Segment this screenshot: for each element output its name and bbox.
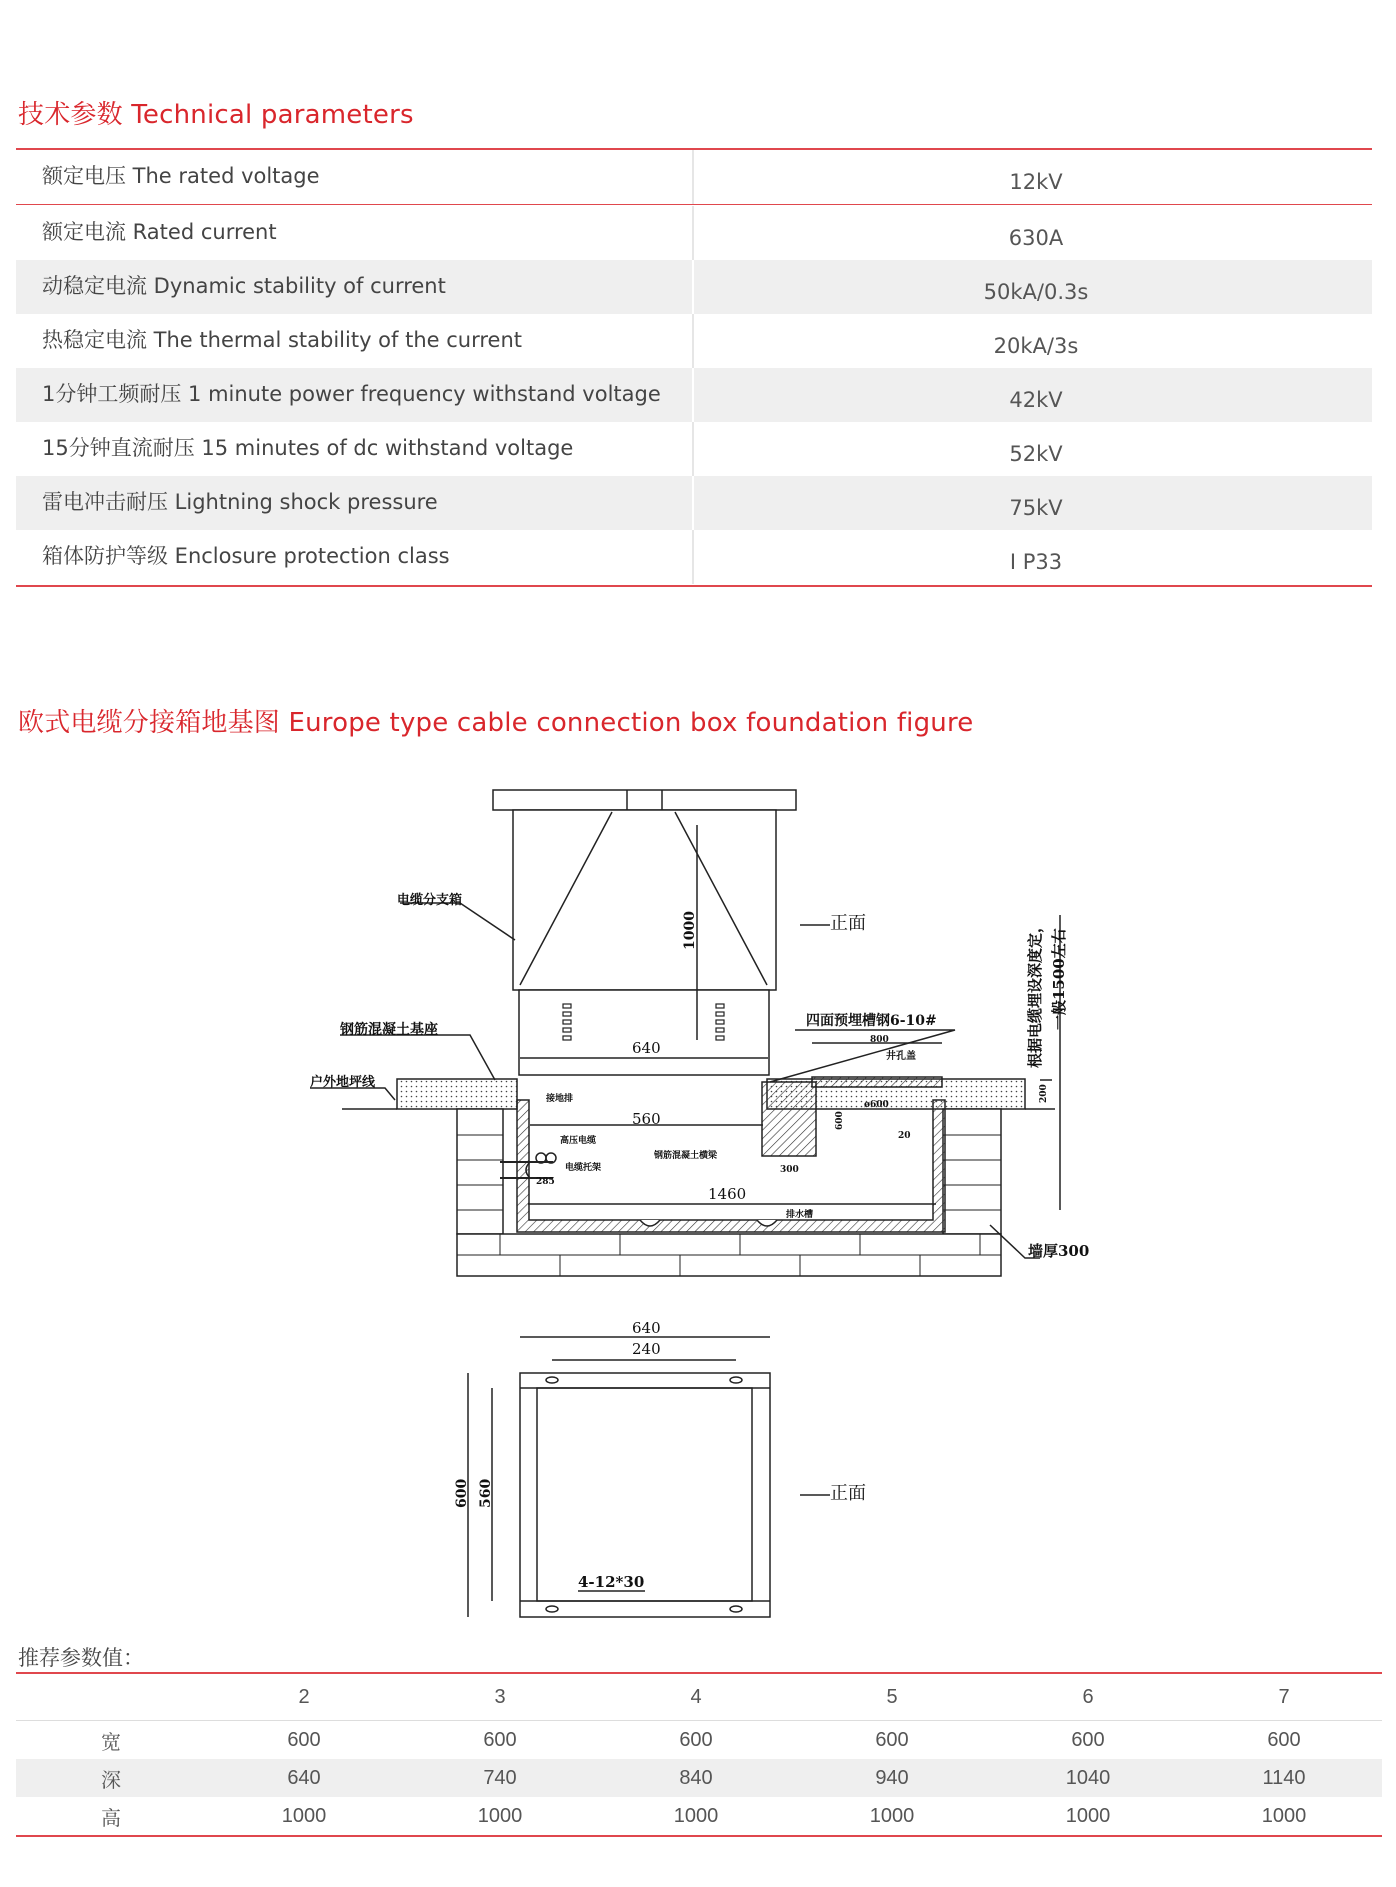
table-row [16, 422, 1372, 476]
param-value: 50kA/0.3s [983, 280, 1089, 304]
table-row-depth [16, 1759, 1382, 1797]
table-cell: 1140 [1186, 1759, 1382, 1797]
foundation-drawing [300, 770, 1130, 1630]
table-cell: 600 [483, 1728, 517, 1751]
column-divider [692, 422, 694, 476]
box-base [519, 990, 769, 1075]
table-cell: 600 [875, 1728, 909, 1751]
table-cell: 840 [598, 1759, 794, 1797]
recommended-table [16, 1672, 1382, 1837]
column-divider [692, 476, 694, 530]
label-cable-box: 电缆分支箱 [397, 893, 463, 908]
label-depth-note-1: 根据电缆埋设深度定， [1026, 917, 1044, 1068]
section-title-technical-parameters: 技术参数 Technical parameters [18, 100, 414, 130]
label-concrete-base: 钢筋混凝土基座 [340, 1022, 438, 1038]
table-cell: 640 [206, 1759, 402, 1797]
table-cell: 600 [287, 1728, 321, 1751]
label-dim-20: 20 [898, 1131, 911, 1141]
manhole-cover [812, 1077, 942, 1087]
label-dim-200: 200 [1039, 1084, 1049, 1103]
table-row [16, 476, 1372, 530]
column-header: 6 [990, 1673, 1186, 1721]
table-cell: 1000 [990, 1797, 1186, 1836]
label-hv-cable: 高压电缆 [560, 1136, 597, 1146]
label-plan-600: 600 [454, 1478, 470, 1508]
concrete-beam [762, 1082, 816, 1156]
recommended-label: 推荐参数值： [18, 1646, 144, 1670]
param-label: 15分钟直流耐压 15 minutes of dc withstand voltage [42, 436, 574, 460]
column-header: 7 [1186, 1673, 1382, 1721]
table-row-width [16, 1721, 1382, 1760]
table-row [16, 314, 1372, 368]
label-dim-1460: 1460 [708, 1185, 747, 1203]
table-row [16, 530, 1372, 584]
param-value: 52kV [1009, 442, 1063, 466]
row-header: 高 [16, 1797, 206, 1836]
label-dim-560: 560 [632, 1110, 661, 1128]
column-divider [692, 206, 694, 260]
label-holes: 4-12*30 [578, 1573, 645, 1591]
param-label: 雷电冲击耐压 Lightning shock pressure [42, 490, 438, 514]
param-label: 热稳定电流 The thermal stability of the current [42, 328, 522, 352]
column-divider [692, 368, 694, 422]
label-outdoor-ground: 户外地坪线 [310, 1075, 376, 1090]
section-title-foundation-figure: 欧式电缆分接箱地基图 Europe type cable connection box foundation figure [18, 708, 974, 738]
table-row [16, 368, 1372, 422]
column-header: 3 [402, 1673, 598, 1721]
row-header: 宽 [101, 1729, 121, 1754]
header-empty-cell [16, 1673, 206, 1721]
table-cell: 1000 [402, 1797, 598, 1836]
label-plan-240: 240 [632, 1340, 661, 1358]
param-value: 42kV [1009, 388, 1063, 412]
label-dim-1000: 1000 [682, 911, 698, 950]
label-plan-640: 640 [632, 1319, 661, 1337]
label-dim-800: 800 [870, 1035, 889, 1045]
label-phi600: ø600 [864, 1100, 889, 1110]
column-divider [692, 260, 694, 314]
row-rule [16, 204, 1372, 205]
table-cell: 1000 [598, 1797, 794, 1836]
column-header: 4 [598, 1673, 794, 1721]
label-wall-thickness: 墙厚300 [1028, 1242, 1090, 1260]
ground-slab-left [397, 1079, 517, 1109]
label-dim-600: 600 [835, 1111, 845, 1130]
param-value: 20kA/3s [993, 334, 1079, 358]
column-header: 5 [794, 1673, 990, 1721]
column-divider [692, 150, 694, 204]
label-plan-front: 正面 [830, 1483, 866, 1504]
param-value: 12kV [1009, 170, 1063, 194]
table-cell: 600 [679, 1728, 713, 1751]
label-dim-300: 300 [780, 1165, 799, 1175]
label-embedded-steel: 四面预埋槽钢6-10# [806, 1013, 937, 1029]
param-label: 1分钟工频耐压 1 minute power frequency withstand voltage [42, 382, 661, 406]
row-header: 深 [16, 1759, 206, 1797]
table-row [16, 150, 1372, 204]
param-label: 动稳定电流 Dynamic stability of current [42, 274, 446, 298]
column-header: 2 [206, 1673, 402, 1721]
label-front: 正面 [830, 913, 866, 934]
table-cell: 740 [402, 1759, 598, 1797]
table-bottom-rule [16, 585, 1372, 587]
label-manhole-cover: 井孔盖 [886, 1051, 916, 1062]
param-value: I P33 [1009, 550, 1063, 574]
box-roof [493, 790, 796, 810]
param-label: 额定电压 The rated voltage [42, 164, 320, 188]
table-cell: 1000 [206, 1797, 402, 1836]
column-divider [692, 530, 694, 584]
table-row [16, 206, 1372, 260]
table-cell: 940 [794, 1759, 990, 1797]
label-grounding-bar: 接地排 [546, 1094, 574, 1104]
label-drain: 排水槽 [786, 1210, 814, 1220]
label-plan-560: 560 [478, 1478, 494, 1508]
table-cell: 1000 [794, 1797, 990, 1836]
table-cell: 600 [1071, 1728, 1105, 1751]
plan-view [468, 1337, 830, 1617]
table-row [16, 260, 1372, 314]
label-dim-640: 640 [632, 1039, 661, 1057]
label-depth-note-2: 一般1500左右 [1050, 928, 1068, 1030]
table-cell: 1040 [990, 1759, 1186, 1797]
param-label: 额定电流 Rated current [42, 220, 277, 244]
table-header-row [16, 1673, 1382, 1721]
label-cable-tray: 电缆托架 [565, 1163, 602, 1173]
box-body [513, 810, 776, 990]
table-row-height [16, 1797, 1382, 1836]
param-value: 75kV [1009, 496, 1063, 520]
param-label: 箱体防护等级 Enclosure protection class [42, 544, 450, 568]
label-concrete-beam: 钢筋混凝土横梁 [654, 1151, 718, 1161]
label-dim-285: 285 [536, 1177, 555, 1187]
column-divider [692, 314, 694, 368]
param-value: 630A [1008, 226, 1064, 250]
table-cell: 600 [1267, 1728, 1301, 1751]
table-cell: 1000 [1186, 1797, 1382, 1836]
